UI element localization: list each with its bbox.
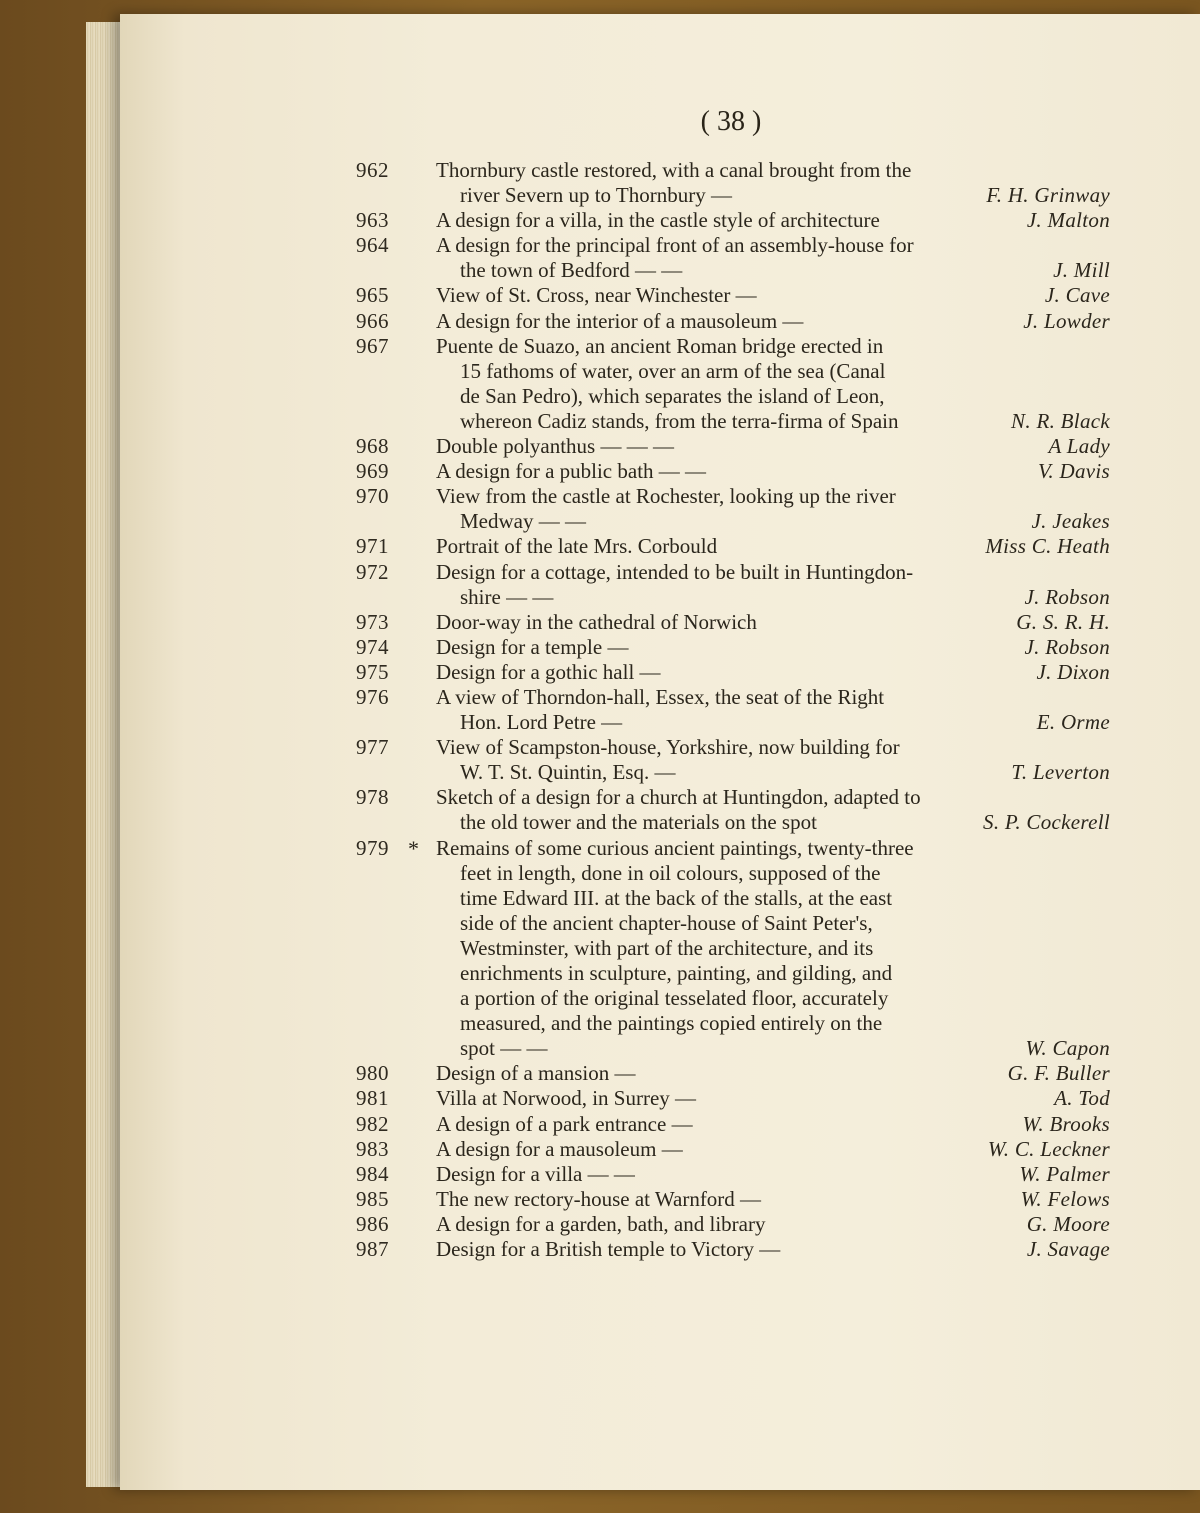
entry-line — [356, 560, 1116, 585]
entry-number: 963 — [356, 208, 389, 233]
catalogue-entry — [356, 534, 1116, 559]
artist-name: F. H. Grinway — [986, 183, 1110, 208]
catalogue-entry — [356, 685, 1116, 735]
entry-line — [356, 334, 1116, 359]
entry-line — [356, 534, 1116, 559]
catalogue-entry — [356, 836, 1116, 1062]
entry-number: 964 — [356, 233, 389, 258]
entry-title-text: Double polyanthus — — — — [436, 434, 674, 459]
entry-title-text: A design of a park entrance — — [436, 1111, 693, 1136]
artist-name: J. Mill — [1053, 258, 1110, 283]
entry-line — [356, 359, 1116, 384]
entry-line — [356, 1237, 1116, 1262]
entry-title-text: A design for a public bath — — — [436, 459, 707, 484]
entry-title-text: A design for a garden, bath, and library — [436, 1211, 766, 1236]
artist-name: W. C. Leckner — [987, 1136, 1110, 1161]
artist-name: J. Malton — [1026, 208, 1110, 233]
entry-number: 966 — [356, 308, 389, 333]
entry-number: 972 — [356, 559, 389, 584]
entry-number: 987 — [356, 1237, 389, 1262]
entry-number: 984 — [356, 1161, 389, 1186]
catalogue-entry — [356, 1086, 1116, 1111]
entry-title-text: Design for a gothic hall — — [436, 659, 661, 684]
entry-line — [356, 208, 1116, 233]
entry-line — [356, 886, 1116, 911]
entry-number: 974 — [356, 634, 389, 659]
artist-name: A Lady — [1048, 434, 1110, 459]
entry-title-text: feet in length, done in oil colours, supposed of the — [460, 860, 881, 885]
entry-number: 978 — [356, 785, 389, 810]
entry-line — [356, 1162, 1116, 1187]
entry-line — [356, 1036, 1116, 1061]
entry-title-text: whereon Cadiz stands, from the terra-firma of Spain — [460, 408, 899, 433]
entry-line — [356, 1212, 1116, 1237]
asterisk-mark: * — [408, 835, 419, 861]
entry-number: 982 — [356, 1111, 389, 1136]
artist-name: J. Jeakes — [1031, 509, 1110, 534]
entry-title-text: Remains of some curious ancient paintings, twenty-three — [436, 835, 914, 860]
catalogue-entry — [356, 660, 1116, 685]
entry-title-text: View from the castle at Rochester, looking up the river — [436, 484, 896, 509]
entry-title-text: the old tower and the materials on the spot — [460, 810, 817, 835]
catalogue-entry — [356, 334, 1116, 434]
entry-line — [356, 785, 1116, 810]
entry-line — [356, 1011, 1116, 1036]
artist-name: J. Dixon — [1036, 659, 1110, 684]
artist-name: S. P. Cockerell — [983, 810, 1110, 835]
entry-line — [356, 309, 1116, 334]
catalogue-entry — [356, 484, 1116, 534]
catalogue-entry — [356, 1061, 1116, 1086]
entry-title-text: Puente de Suazo, an ancient Roman bridge erected in — [436, 333, 884, 358]
entry-line — [356, 1061, 1116, 1086]
catalogue-entry — [356, 459, 1116, 484]
entry-title-text: enrichments in sculpture, painting, and gilding, and — [460, 961, 893, 985]
catalogue-entry — [356, 735, 1116, 785]
entry-number: 983 — [356, 1136, 389, 1161]
entry-title-text: de San Pedro), which separates the island of Leon, — [460, 383, 885, 408]
entry-title-text: Portrait of the late Mrs. Corbould — [436, 534, 718, 559]
artist-name: T. Leverton — [1011, 760, 1110, 785]
catalogue-entry — [356, 635, 1116, 660]
entry-title-text: A design for a mausoleum — — [436, 1136, 683, 1161]
entry-title-text: Design for a villa — — — [436, 1161, 635, 1186]
page-number: ( 38 ) — [700, 106, 762, 137]
artist-name: W. Felows — [1020, 1186, 1110, 1211]
entry-line — [356, 434, 1116, 459]
entry-line — [356, 685, 1116, 710]
entry-line — [356, 1137, 1116, 1162]
artist-name: G. F. Buller — [1007, 1061, 1110, 1086]
entry-line — [356, 585, 1116, 610]
catalogue-entry — [356, 785, 1116, 835]
entry-number: 981 — [356, 1086, 389, 1111]
entry-title-text: Door-way in the cathedral of Norwich — [436, 609, 757, 634]
entry-title-text: river Severn up to Thornbury — — [460, 183, 732, 208]
catalogue-entry — [356, 1162, 1116, 1187]
artist-name: W. Palmer — [1019, 1161, 1110, 1186]
entry-number: 980 — [356, 1061, 389, 1086]
catalogue-entry — [356, 434, 1116, 459]
entry-number: 962 — [356, 158, 389, 182]
entry-line — [356, 258, 1116, 283]
entry-line — [356, 1112, 1116, 1137]
entry-number: 976 — [356, 684, 389, 709]
catalogue-entry — [356, 283, 1116, 308]
entry-line — [356, 936, 1116, 961]
entry-number: 967 — [356, 333, 389, 358]
entry-title-text: Design for a temple — — [436, 634, 629, 659]
entry-title-text: time Edward III. at the back of the stalls, at the east — [460, 885, 893, 910]
entry-line — [356, 961, 1116, 986]
artist-name: A. Tod — [1054, 1086, 1110, 1111]
entry-line — [356, 861, 1116, 886]
artist-name: N. R. Black — [1011, 408, 1110, 433]
entry-line — [356, 1086, 1116, 1111]
entry-title-text: measured, and the paintings copied entirely on the — [460, 1011, 883, 1036]
entry-line — [356, 409, 1116, 434]
entry-number: 970 — [356, 484, 389, 509]
artist-name: J. Lowder — [1023, 308, 1110, 333]
entry-number: 971 — [356, 534, 389, 559]
entry-title-text: a portion of the original tesselated floor, accurately — [460, 986, 889, 1011]
entry-title-text: 15 fathoms of water, over an arm of the sea (Canal — [460, 358, 886, 383]
artist-name: G. S. R. H. — [1016, 609, 1110, 634]
entry-number: 969 — [356, 459, 389, 484]
artist-name: W. Capon — [1025, 1036, 1110, 1061]
entry-line — [356, 911, 1116, 936]
catalogue-entry — [356, 233, 1116, 283]
entry-title-text: View of St. Cross, near Winchester — — [436, 283, 757, 308]
artist-name: W. Brooks — [1022, 1111, 1110, 1136]
artist-name: Miss C. Heath — [985, 534, 1110, 559]
catalogue-entry — [356, 560, 1116, 610]
entry-number: 975 — [356, 659, 389, 684]
entry-line — [356, 509, 1116, 534]
entry-title-text: Design for a cottage, intended to be built in Huntingdon- — [436, 559, 914, 584]
entry-number: 965 — [356, 283, 389, 308]
catalogue-entry — [356, 1212, 1116, 1237]
artist-name: J. Robson — [1024, 634, 1110, 659]
entry-line — [356, 384, 1116, 409]
artist-name: G. Moore — [1026, 1211, 1110, 1236]
entry-title-text: spot — — — [460, 1036, 548, 1061]
entry-line — [356, 635, 1116, 660]
entry-line — [356, 1187, 1116, 1212]
catalogue-entry — [356, 1112, 1116, 1137]
entry-number: 986 — [356, 1211, 389, 1236]
entry-title-text: the town of Bedford — — — [460, 258, 683, 283]
artist-name: E. Orme — [1036, 710, 1110, 735]
entry-line — [356, 459, 1116, 484]
entry-line — [356, 735, 1116, 760]
entry-line — [356, 836, 1116, 861]
entry-title-text: Westminster, with part of the architecture, and its — [460, 935, 874, 960]
catalogue-entry — [356, 208, 1116, 233]
entry-title-text: Design of a mansion — — [436, 1061, 636, 1086]
entry-title-text: A design for the principal front of an assembly-house for — [436, 233, 914, 258]
entry-title-text: View of Scampston-house, Yorkshire, now building for — [436, 735, 900, 760]
entry-line — [356, 810, 1116, 835]
artist-name: J. Robson — [1024, 584, 1110, 609]
entry-line — [356, 760, 1116, 785]
entry-title-text: Sketch of a design for a church at Huntingdon, adapted to — [436, 785, 921, 810]
catalogue-entry — [356, 309, 1116, 334]
catalogue-entry — [356, 1137, 1116, 1162]
entry-line — [356, 484, 1116, 509]
entry-title-text: The new rectory-house at Warnford — — [436, 1186, 762, 1211]
artist-name: J. Cave — [1044, 283, 1110, 308]
entry-line — [356, 183, 1116, 208]
entry-title-text: Design for a British temple to Victory — — [436, 1237, 781, 1262]
catalogue-entries — [356, 158, 1116, 1262]
entry-title-text: A design for the interior of a mausoleum — — [436, 308, 804, 333]
entry-line — [356, 158, 1116, 183]
entry-line — [356, 610, 1116, 635]
catalogue-entry — [356, 1237, 1116, 1262]
entry-number: 977 — [356, 735, 389, 760]
entry-number: 979 — [356, 835, 389, 860]
entry-title-text: A view of Thorndon-hall, Essex, the seat of the Right — [436, 684, 885, 709]
entry-title-text: side of the ancient chapter-house of Saint Peter's, — [460, 910, 873, 935]
catalogue-entry — [356, 610, 1116, 635]
entry-title-text: Villa at Norwood, in Surrey — — [436, 1086, 697, 1111]
catalogue-entry — [356, 158, 1116, 208]
entry-title-text: Medway — — — [460, 509, 586, 534]
entry-title-text: shire — — — [460, 584, 554, 609]
entry-title-text: A design for a villa, in the castle style of architecture — [436, 208, 880, 233]
artist-name: V. Davis — [1037, 459, 1110, 484]
entry-number: 985 — [356, 1186, 389, 1211]
entry-number: 973 — [356, 609, 389, 634]
entry-line — [356, 986, 1116, 1011]
entry-number: 968 — [356, 434, 389, 459]
entry-title-text: W. T. St. Quintin, Esq. — — [460, 760, 676, 785]
entry-line — [356, 710, 1116, 735]
entry-line — [356, 660, 1116, 685]
artist-name: J. Savage — [1026, 1237, 1110, 1262]
entry-title-text: Hon. Lord Petre — — [460, 710, 623, 735]
entry-line — [356, 283, 1116, 308]
entry-title-text: Thornbury castle restored, with a canal brought from the — [436, 158, 912, 182]
catalogue-entry — [356, 1187, 1116, 1212]
entry-line — [356, 233, 1116, 258]
